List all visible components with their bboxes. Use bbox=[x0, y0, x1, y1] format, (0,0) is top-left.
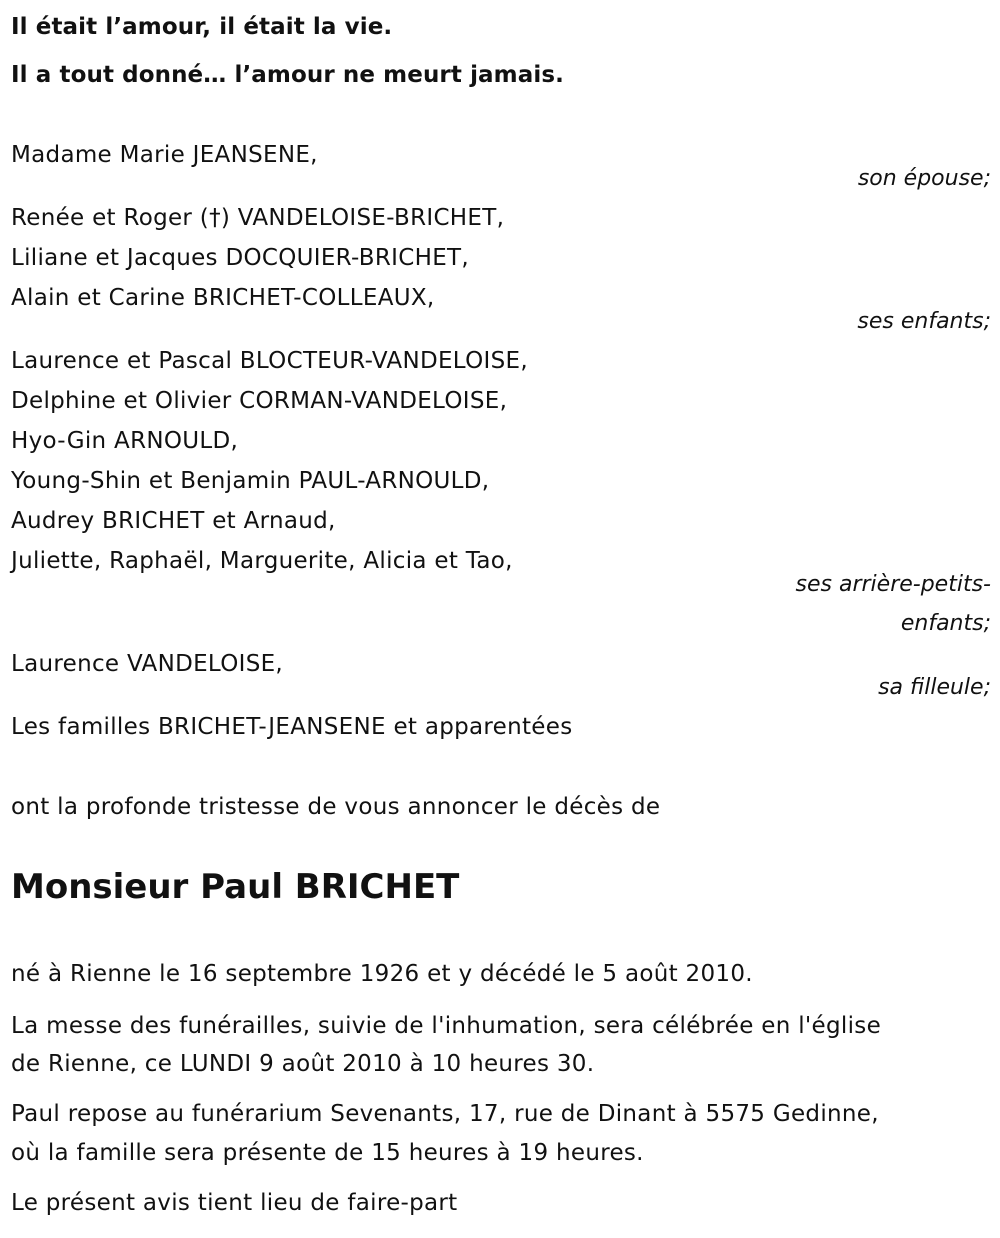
announcement-text: ont la profonde tristesse de vous annoncer le décès de bbox=[11, 794, 661, 820]
relation-great-grandchildren-1: ses arrière-petits- bbox=[795, 572, 991, 597]
great-grandchild-name: Hyo-Gin ARNOULD, bbox=[11, 428, 239, 454]
relation-great-grandchildren-2: enfants; bbox=[900, 611, 991, 636]
spouse-name: Madame Marie JEANSENE, bbox=[11, 142, 318, 168]
epigraph-line-2: Il a tout donné… l’amour ne meurt jamais. bbox=[11, 62, 564, 88]
great-grandchild-name: Delphine et Olivier CORMAN-VANDELOISE, bbox=[11, 388, 508, 414]
birth-death-text: né à Rienne le 16 septembre 1926 et y décédé le 5 août 2010. bbox=[11, 961, 753, 987]
families-line: Les familles BRICHET-JEANSENE et apparentées bbox=[11, 714, 573, 740]
funeral-text-line-1: La messe des funérailles, suivie de l'inhumation, sera célébrée en l'église bbox=[11, 1013, 882, 1039]
funerarium-text-line-1: Paul repose au funérarium Sevenants, 17, rue de Dinant à 5575 Gedinne, bbox=[11, 1101, 879, 1127]
great-grandchild-name: Laurence et Pascal BLOCTEUR-VANDELOISE, bbox=[11, 348, 528, 374]
epigraph-line-1: Il était l’amour, il était la vie. bbox=[11, 14, 393, 40]
funerarium-text-line-2: où la famille sera présente de 15 heures à 19 heures. bbox=[11, 1140, 644, 1166]
funeral-text-line-2: de Rienne, ce LUNDI 9 août 2010 à 10 heures 30. bbox=[11, 1051, 595, 1077]
closing-text: Le présent avis tient lieu de faire-part bbox=[11, 1190, 458, 1216]
child-name: Liliane et Jacques DOCQUIER-BRICHET, bbox=[11, 245, 469, 271]
relation-goddaughter: sa filleule; bbox=[878, 675, 991, 700]
relation-children: ses enfants; bbox=[857, 309, 991, 334]
great-grandchild-name: Audrey BRICHET et Arnaud, bbox=[11, 508, 336, 534]
child-name: Renée et Roger (†) VANDELOISE-BRICHET, bbox=[11, 205, 505, 231]
great-grandchild-name: Young-Shin et Benjamin PAUL-ARNOULD, bbox=[11, 468, 490, 494]
child-name: Alain et Carine BRICHET-COLLEAUX, bbox=[11, 285, 435, 311]
relation-spouse: son épouse; bbox=[857, 166, 991, 191]
goddaughter-name: Laurence VANDELOISE, bbox=[11, 651, 284, 677]
deceased-name: Monsieur Paul BRICHET bbox=[11, 867, 460, 907]
great-grandchild-name: Juliette, Raphaël, Marguerite, Alicia et Tao, bbox=[11, 548, 513, 574]
